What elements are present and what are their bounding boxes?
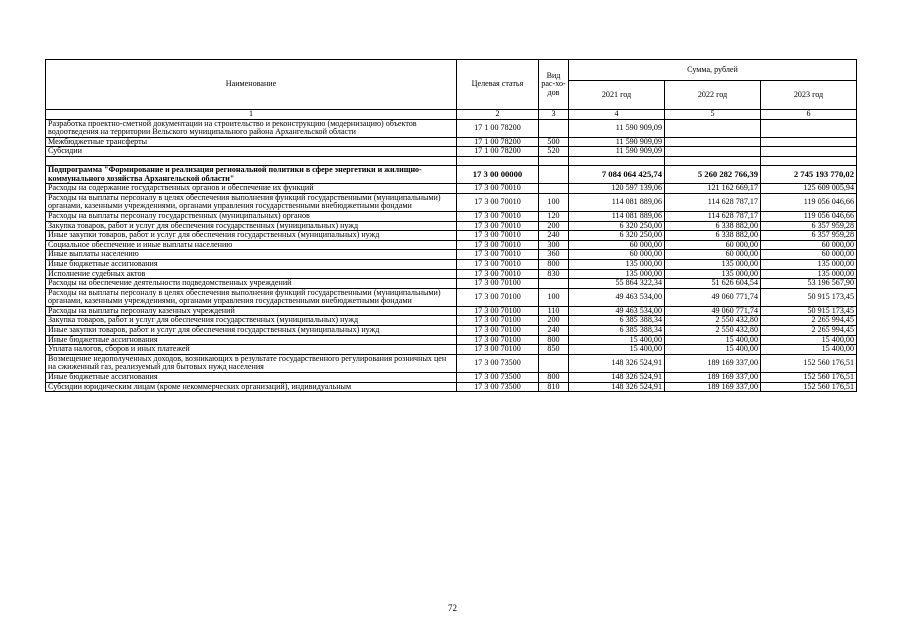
row-amount-2022: 114 628 787,17: [665, 193, 761, 211]
column-number: 2: [457, 110, 539, 120]
row-target-code: 17 3 00 73500: [457, 373, 539, 383]
row-amount-2021: 135 000,00: [569, 269, 665, 279]
row-amount-2023: 60 000,00: [761, 240, 857, 250]
row-amount-2022: 51 626 604,54: [665, 279, 761, 289]
row-expense-type: [539, 156, 569, 165]
row-name: Иные выплаты населению: [46, 250, 457, 260]
row-amount-2021: 148 326 524,91: [569, 354, 665, 372]
row-amount-2023: 6 357 959,28: [761, 231, 857, 241]
table-row: [46, 156, 857, 165]
row-amount-2021: 55 864 322,34: [569, 279, 665, 289]
table-row: [46, 279, 857, 289]
row-target-code: 17 3 00 70100: [457, 345, 539, 355]
row-name: Закупка товаров, работ и услуг для обеспечения государственных (муниципальных) нужд: [46, 316, 457, 326]
row-amount-2022: 189 169 337,00: [665, 373, 761, 383]
row-amount-2023: [761, 156, 857, 165]
table-row: [46, 137, 857, 147]
row-amount-2021: 114 081 889,06: [569, 193, 665, 211]
row-target-code: 17 3 00 70010: [457, 193, 539, 211]
row-amount-2022: 135 000,00: [665, 269, 761, 279]
table-row: [46, 354, 857, 372]
row-amount-2023: 50 915 173,45: [761, 306, 857, 316]
row-name: Субсидии юридическим лицам (кроме некоммерческих организаций), индивидуальным: [46, 382, 457, 392]
row-amount-2021: 7 084 064 425,74: [569, 165, 665, 183]
row-expense-type: 800: [539, 259, 569, 269]
row-expense-type: 800: [539, 335, 569, 345]
row-amount-2022: 114 628 787,17: [665, 211, 761, 221]
header-code: Целевая статья: [457, 60, 539, 110]
budget-table: [45, 59, 857, 392]
row-name: Иные закупки товаров, работ и услуг для обеспечения государственных (муниципальных) нужд: [46, 326, 457, 336]
row-name: Расходы на выплаты персоналу казенных учреждений: [46, 306, 457, 316]
row-amount-2023: [761, 119, 857, 137]
row-amount-2023: 152 560 176,51: [761, 382, 857, 392]
row-name: Расходы на выплаты персоналу в целях обеспечения выполнения функций государственными (муниципальными) органами, казенными учреждениями, органами управления государственными внебюджетными фондами: [46, 193, 457, 211]
table-row: [46, 231, 857, 241]
table-row: [46, 184, 857, 194]
row-amount-2022: 5 260 282 766,39: [665, 165, 761, 183]
row-amount-2023: 135 000,00: [761, 269, 857, 279]
table-row: [46, 269, 857, 279]
table-row: [46, 250, 857, 260]
row-target-code: 17 3 00 70010: [457, 221, 539, 231]
row-expense-type: 810: [539, 382, 569, 392]
row-name: Иные бюджетные ассигнования: [46, 335, 457, 345]
row-amount-2022: 189 169 337,00: [665, 382, 761, 392]
row-target-code: 17 3 00 70100: [457, 316, 539, 326]
row-amount-2023: [761, 137, 857, 147]
row-amount-2022: 2 550 432,80: [665, 316, 761, 326]
row-target-code: 17 1 00 78200: [457, 147, 539, 157]
header-row: [46, 60, 857, 81]
column-number: 5: [665, 110, 761, 120]
row-expense-type: 500: [539, 137, 569, 147]
row-amount-2021: 148 326 524,91: [569, 382, 665, 392]
table-row: [46, 335, 857, 345]
row-amount-2022: [665, 147, 761, 157]
row-name: Разработка проектно-сметной документации на строительство и реконструкцию (модернизацию) объектов водоотведения на территории Вельского муниципального района Архангельской области: [46, 119, 457, 137]
row-expense-type: 240: [539, 231, 569, 241]
column-number: 3: [539, 110, 569, 120]
header-year-2022: 2022 год: [665, 81, 761, 110]
row-expense-type: [539, 279, 569, 289]
table-row: [46, 316, 857, 326]
row-amount-2022: 6 338 882,00: [665, 231, 761, 241]
row-expense-type: 850: [539, 345, 569, 355]
row-amount-2021: 148 326 524,91: [569, 373, 665, 383]
header-vid: Вид рас-хо-дов: [539, 60, 569, 110]
row-amount-2023: 2 745 193 770,02: [761, 165, 857, 183]
row-expense-type: 360: [539, 250, 569, 260]
header-name: Наименование: [46, 60, 457, 110]
row-target-code: 17 3 00 70100: [457, 335, 539, 345]
row-target-code: 17 3 00 70010: [457, 211, 539, 221]
row-name: Социальное обеспечение и иные выплаты населению: [46, 240, 457, 250]
row-target-code: 17 3 00 70010: [457, 240, 539, 250]
row-amount-2023: [761, 147, 857, 157]
table-row: [46, 211, 857, 221]
row-amount-2021: 49 463 534,00: [569, 288, 665, 306]
row-target-code: 17 3 00 70100: [457, 288, 539, 306]
row-target-code: 17 3 00 70100: [457, 279, 539, 289]
row-expense-type: [539, 184, 569, 194]
row-expense-type: [539, 165, 569, 183]
row-amount-2021: 6 385 388,34: [569, 316, 665, 326]
table-row: [46, 345, 857, 355]
row-name: Иные бюджетные ассигнования: [46, 373, 457, 383]
row-amount-2021: 60 000,00: [569, 240, 665, 250]
row-target-code: 17 3 00 70010: [457, 269, 539, 279]
page-number: 72: [448, 603, 457, 613]
row-amount-2021: 11 590 909,09: [569, 147, 665, 157]
row-amount-2022: 121 162 669,17: [665, 184, 761, 194]
row-amount-2022: [665, 119, 761, 137]
table-row: [46, 240, 857, 250]
row-target-code: 17 3 00 70100: [457, 326, 539, 336]
row-target-code: 17 1 00 78200: [457, 119, 539, 137]
column-number: 4: [569, 110, 665, 120]
row-expense-type: 110: [539, 306, 569, 316]
row-amount-2023: 15 400,00: [761, 335, 857, 345]
row-amount-2022: 6 338 882,00: [665, 221, 761, 231]
row-amount-2021: 15 400,00: [569, 345, 665, 355]
column-number: 6: [761, 110, 857, 120]
row-amount-2022: 60 000,00: [665, 250, 761, 260]
column-number: 1: [46, 110, 457, 120]
column-number-row: [46, 110, 857, 120]
row-expense-type: 300: [539, 240, 569, 250]
row-amount-2023: 125 609 005,94: [761, 184, 857, 194]
row-name: Иные бюджетные ассигнования: [46, 259, 457, 269]
row-amount-2023: 6 357 959,28: [761, 221, 857, 231]
row-amount-2021: [569, 156, 665, 165]
row-expense-type: [539, 354, 569, 372]
row-target-code: 17 1 00 78200: [457, 137, 539, 147]
row-amount-2021: 120 597 139,06: [569, 184, 665, 194]
row-expense-type: 200: [539, 221, 569, 231]
row-amount-2021: 11 590 909,09: [569, 119, 665, 137]
table-row: [46, 373, 857, 383]
row-amount-2023: 119 056 046,66: [761, 193, 857, 211]
row-expense-type: 100: [539, 193, 569, 211]
table-row: [46, 221, 857, 231]
row-target-code: 17 3 00 00000: [457, 165, 539, 183]
header-year-2023: 2023 год: [761, 81, 857, 110]
header-year-2021: 2021 год: [569, 81, 665, 110]
row-expense-type: [539, 119, 569, 137]
row-amount-2022: [665, 137, 761, 147]
row-name: Расходы на содержание государственных органов и обеспечение их функций: [46, 184, 457, 194]
row-amount-2023: 2 265 994,45: [761, 316, 857, 326]
row-target-code: 17 3 00 70010: [457, 184, 539, 194]
row-amount-2022: 49 060 771,74: [665, 306, 761, 316]
row-amount-2023: 119 056 046,66: [761, 211, 857, 221]
table-row: [46, 259, 857, 269]
row-amount-2021: 135 000,00: [569, 259, 665, 269]
table-row: [46, 193, 857, 211]
row-amount-2023: 135 000,00: [761, 259, 857, 269]
row-expense-type: 200: [539, 316, 569, 326]
row-name: Иные закупки товаров, работ и услуг для обеспечения государственных (муниципальных) нужд: [46, 231, 457, 241]
row-amount-2022: 2 550 432,80: [665, 326, 761, 336]
row-target-code: 17 3 00 70010: [457, 250, 539, 260]
row-expense-type: 120: [539, 211, 569, 221]
row-amount-2022: 49 060 771,74: [665, 288, 761, 306]
row-name: Расходы на обеспечение деятельности подведомственных учреждений: [46, 279, 457, 289]
row-name: Исполнение судебных актов: [46, 269, 457, 279]
row-amount-2021: 6 385 388,34: [569, 326, 665, 336]
row-name: Расходы на выплаты персоналу государственных (муниципальных) органов: [46, 211, 457, 221]
table-row: [46, 165, 857, 183]
row-expense-type: 800: [539, 373, 569, 383]
row-name: Уплата налогов, сборов и иных платежей: [46, 345, 457, 355]
row-amount-2023: 60 000,00: [761, 250, 857, 260]
row-amount-2022: 189 169 337,00: [665, 354, 761, 372]
row-amount-2022: 60 000,00: [665, 240, 761, 250]
row-amount-2023: 2 265 994,45: [761, 326, 857, 336]
row-name: Межбюджетные трансферты: [46, 137, 457, 147]
row-name: [46, 156, 457, 165]
row-amount-2023: 15 400,00: [761, 345, 857, 355]
row-target-code: [457, 156, 539, 165]
row-amount-2021: 6 320 250,00: [569, 221, 665, 231]
row-name: Расходы на выплаты персоналу в целях обеспечения выполнения функций государственными (муниципальными) органами, казенными учреждениями, органами управления государственными внебюджетными фондами: [46, 288, 457, 306]
row-amount-2021: 11 590 909,09: [569, 137, 665, 147]
row-amount-2022: 15 400,00: [665, 335, 761, 345]
row-expense-type: 240: [539, 326, 569, 336]
table-row: [46, 306, 857, 316]
table-row: [46, 147, 857, 157]
row-target-code: 17 3 00 70010: [457, 259, 539, 269]
row-target-code: 17 3 00 70010: [457, 231, 539, 241]
row-amount-2021: 15 400,00: [569, 335, 665, 345]
row-amount-2021: 114 081 889,06: [569, 211, 665, 221]
row-amount-2021: 6 320 250,00: [569, 231, 665, 241]
row-expense-type: 830: [539, 269, 569, 279]
row-name: Подпрограмма "Формирование и реализация региональной политики в сфере энергетики и жилищно-коммунального хозяйства Архангельской области": [46, 165, 457, 183]
table-row: [46, 326, 857, 336]
row-amount-2023: 152 560 176,51: [761, 373, 857, 383]
row-name: Возмещение недополученных доходов, возникающих в результате государственного регулирования розничных цен на сжиженный газ, реализуемый для бытовых нужд населения: [46, 354, 457, 372]
row-amount-2022: 135 000,00: [665, 259, 761, 269]
row-name: Закупка товаров, работ и услуг для обеспечения государственных (муниципальных) нужд: [46, 221, 457, 231]
row-amount-2023: 152 560 176,51: [761, 354, 857, 372]
header-sum: Сумма, рублей: [569, 60, 857, 81]
row-amount-2022: 15 400,00: [665, 345, 761, 355]
table-row: [46, 119, 857, 137]
row-amount-2023: 50 915 173,45: [761, 288, 857, 306]
row-expense-type: 100: [539, 288, 569, 306]
row-amount-2021: 49 463 534,00: [569, 306, 665, 316]
table-row: [46, 382, 857, 392]
row-name: Субсидии: [46, 147, 457, 157]
table-row: [46, 288, 857, 306]
row-target-code: 17 3 00 73500: [457, 382, 539, 392]
row-amount-2021: 60 000,00: [569, 250, 665, 260]
row-amount-2022: [665, 156, 761, 165]
row-target-code: 17 3 00 73500: [457, 354, 539, 372]
row-amount-2023: 53 196 567,90: [761, 279, 857, 289]
row-expense-type: 520: [539, 147, 569, 157]
row-target-code: 17 3 00 70100: [457, 306, 539, 316]
